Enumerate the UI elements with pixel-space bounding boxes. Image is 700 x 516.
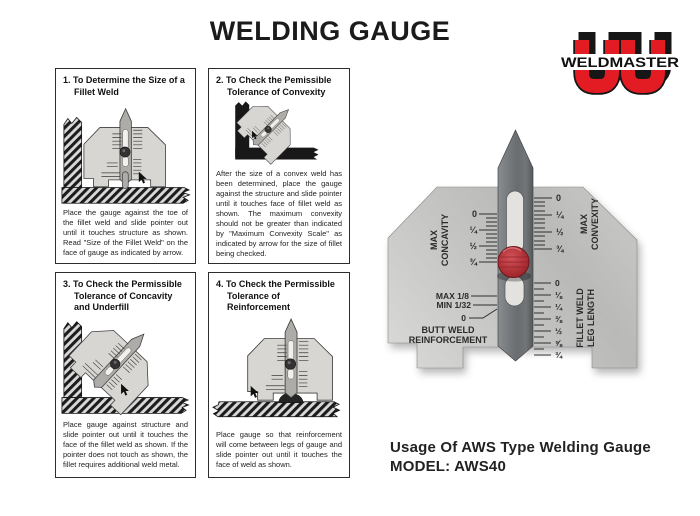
convexity-title-line1: MAX (579, 214, 589, 234)
butt-max-label: MAX 1/8 (435, 291, 469, 301)
fillet-label-0: 0 (555, 278, 560, 288)
gauge-slider-group (498, 130, 533, 361)
panel-3-body: Place gauge against structure and slide pointer out until it touches the face of the fillet weld as shown. If the pointer does not touch as shown, the fillet requires additional weld metal. (63, 419, 188, 469)
logo-text: WELDMASTER (561, 54, 679, 70)
panel-1-title: 1. To Determine the Size of a Fillet Weld (63, 75, 185, 97)
butt-title-line2: REINFORCEMENT (408, 335, 488, 345)
butt-min-label: MIN 1/32 (436, 300, 471, 310)
panel-2-body: After the size of a convex weld has been determined, place the gauge against the structure and slide pointer until it touches face of fillet weld as shown. The maximum convexity should not be greater than indicated by "Maximum Convexity Scale" as indicated by arrow for the size of fillet being checked. (216, 168, 342, 258)
fillet-label-half: ½ (555, 326, 563, 336)
weldmaster-logo (554, 12, 686, 106)
butt-title-line1: BUTT WELD (421, 325, 475, 335)
fillet-title-line1: FILLET WELD (575, 288, 585, 348)
panel-1-illustration (56, 100, 195, 206)
panel-2-title: 2. To Check the Pemissible Tolerance of Convexity (216, 75, 332, 97)
butt-zero-label: 0 (461, 313, 466, 323)
panel-4-illustration (209, 316, 349, 428)
panel-3 (55, 272, 196, 478)
caption-line2: MODEL: AWS40 (390, 458, 507, 476)
floor-hatched (62, 188, 190, 204)
fillet-label-fiveeighth: ⅝ (555, 338, 563, 348)
concavity-label-half: ½ (469, 241, 477, 251)
convexity-label-0: 0 (556, 193, 562, 203)
concavity-label-0: 0 (471, 209, 477, 219)
panel-1 (55, 68, 196, 264)
panel-2 (208, 68, 350, 264)
panel-4 (208, 272, 350, 478)
slider-slot-upper (507, 191, 524, 253)
convexity-label-half: ½ (556, 227, 564, 237)
panel-4-body: Place gauge so that reinforcement will come between legs of gauge and slide pointer out until it touches the face of weld as shown. (216, 429, 342, 469)
panel-2-illustration (209, 100, 349, 167)
pointer-extension (122, 172, 128, 189)
fillet-label-eighth: ⅛ (555, 290, 563, 300)
concavity-title-line2: CONCAVITY (440, 213, 450, 267)
concavity-title-line1: MAX (429, 230, 439, 250)
fillet-label-threequarter: ¾ (555, 350, 563, 360)
page-title: WELDING GAUGE (209, 16, 451, 46)
concavity-label-threequarter: ¾ (469, 257, 477, 267)
caption-line1: Usage Of AWS Type Welding Gauge (390, 439, 651, 456)
caption (390, 438, 690, 476)
wall-hatched (64, 118, 82, 188)
floor-hatched (213, 401, 340, 416)
convexity-title-line2: CONVEXITY (590, 197, 600, 251)
fillet-title (575, 288, 596, 348)
fillet-title-line2: LEG LENGTH (586, 289, 596, 347)
panel-3-illustration (56, 316, 195, 418)
convexity-label-threequarter: ¾ (556, 244, 564, 254)
panel-1-body: Place the gauge against the toe of the fillet weld and slide pointer out until it touches structure as shown. Read "Size of the Fillet Weld" on the face of gauge as indicated by arrow. (63, 208, 188, 258)
fillet-label-threeeighth: ⅜ (555, 314, 563, 324)
aws-gauge-illustration (380, 112, 680, 390)
concavity-label-quarter: ¼ (469, 225, 477, 235)
panel-4-title: 4. To Check the Permissible Tolerance of Reinforcement (216, 279, 335, 313)
mini-gauge-upright (248, 319, 333, 400)
fillet-label-quarter: ¼ (555, 302, 563, 312)
panel-3-title: 3. To Check the Permissible Tolerance of Concavity and Underfill (63, 279, 182, 313)
convexity-label-quarter: ¼ (556, 210, 564, 220)
